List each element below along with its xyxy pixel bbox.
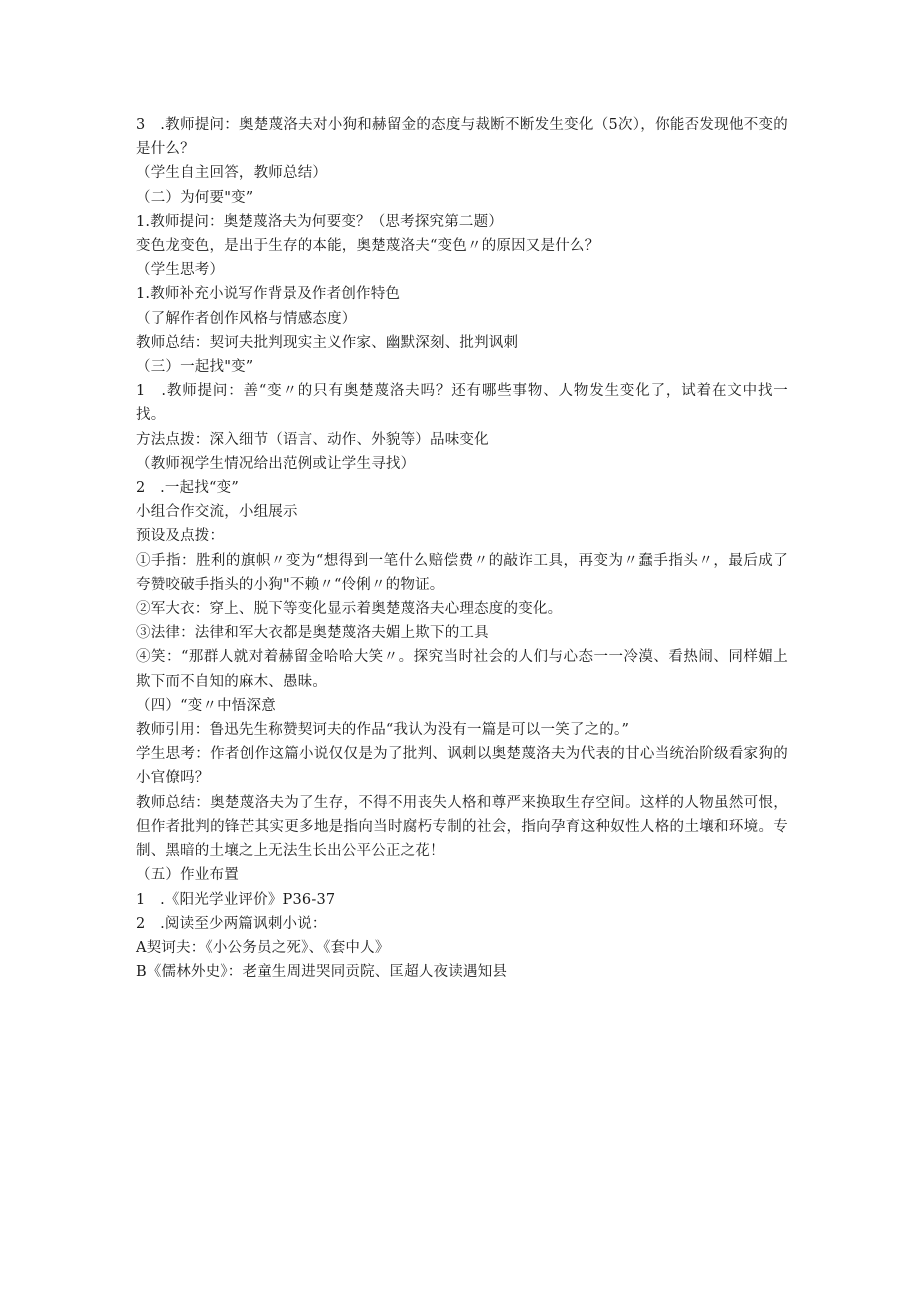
document-body xyxy=(136,113,788,984)
section-heading-3: （三）一起找"变” xyxy=(136,359,254,376)
paragraph-question-1: 1 .教师提问：善“变〃的只有奥楚蔑洛夫吗？还有哪些事物、人物发生变化了，试着在文中找一找。 xyxy=(136,383,788,424)
text-line: （教师视学生情况给出范例或让学生寻找） xyxy=(136,455,416,472)
text-line: 变色龙变色，是出于生存的本能，奥楚蔑洛夫“变色〃的原因又是什么？ xyxy=(136,238,600,255)
text-line: （学生思考） xyxy=(136,262,225,279)
text-line: B《儒林外史》：老童生周进哭同贡院、匡超人夜读遇知县 xyxy=(136,964,508,981)
text-line: 1.教师补充小说写作背景及作者创作特色 xyxy=(136,286,401,303)
text-line: 教师引用：鲁迅先生称赞契诃夫的作品“我认为没有一篇是可以一笑了之的。” xyxy=(136,722,630,739)
text-line: 方法点拨：深入细节（语言、动作、外貌等）品味变化 xyxy=(136,431,489,448)
paragraph-question-3: 3 .教师提问：奥楚蔑洛夫对小狗和赫留金的态度与裁断不断发生变化（5次），你能否发现他不变的是什么？ xyxy=(136,117,788,158)
text-line: 1.教师提问：奥楚蔑洛夫为何要变？（思考探究第二题） xyxy=(136,213,504,230)
text-line: ③法律：法律和军大衣都是奥楚蔑洛夫媚上欺下的工具 xyxy=(136,625,489,642)
text-line: A契诃夫：《小公务员之死》、《套中人》 xyxy=(136,939,390,956)
text-line: 2 .一起找“变” xyxy=(136,480,239,497)
text-line: 预设及点拨： xyxy=(136,528,225,545)
text-line: 1 .《阳光学业评价》P36-37 xyxy=(136,891,336,908)
paragraph-finger: ①手指：胜利的旗帜〃变为“想得到一笔什么赔偿费〃的敲诈工具，再变为〃蠢手指头〃，最后成了夸赞咬破手指头的小狗"不赖〃“伶俐〃的物证。 xyxy=(136,552,788,593)
section-heading-4: （四）“变〃中悟深意 xyxy=(136,697,276,714)
section-heading-2: （二）为何要"变” xyxy=(136,189,254,206)
text-line: （学生自主回答，教师总结） xyxy=(136,165,328,182)
paragraph-teacher-summary: 教师总结：奥楚蔑洛夫为了生存，不得不用丧失人格和尊严来换取生存空间。这样的人物虽然可恨，但作者批判的锋芒其实更多地是指向当时腐朽专制的社会，指向孕育这种奴性人格的土壤和环境。专制、黑暗的土壤之上无法生长出公平公正之花！ xyxy=(136,794,788,860)
text-line: 小组合作交流，小组展示 xyxy=(136,504,298,521)
paragraph-laugh: ④笑：“那群人就对着赫留金哈哈大笑〃。探究当时社会的人们与心态一一冷漠、看热闹、同样媚上欺下而不自知的麻木、愚昧。 xyxy=(136,649,788,690)
text-line: ②军大衣：穿上、脱下等变化显示着奥楚蔑洛夫心理态度的变化。 xyxy=(136,601,563,618)
section-heading-5: （五）作业布置 xyxy=(136,867,239,884)
text-line: 2 .阅读至少两篇讽刺小说： xyxy=(136,915,327,932)
text-line: （了解作者创作风格与情感态度） xyxy=(136,310,357,327)
paragraph-student-thinking: 学生思考：作者创作这篇小说仅仅是为了批判、讽刺以奥楚蔑洛夫为代表的甘心当统治阶级看家狗的小官僚吗？ xyxy=(136,746,788,787)
text-line: 教师总结：契诃夫批判现实主义作家、幽默深刻、批判讽刺 xyxy=(136,334,519,351)
